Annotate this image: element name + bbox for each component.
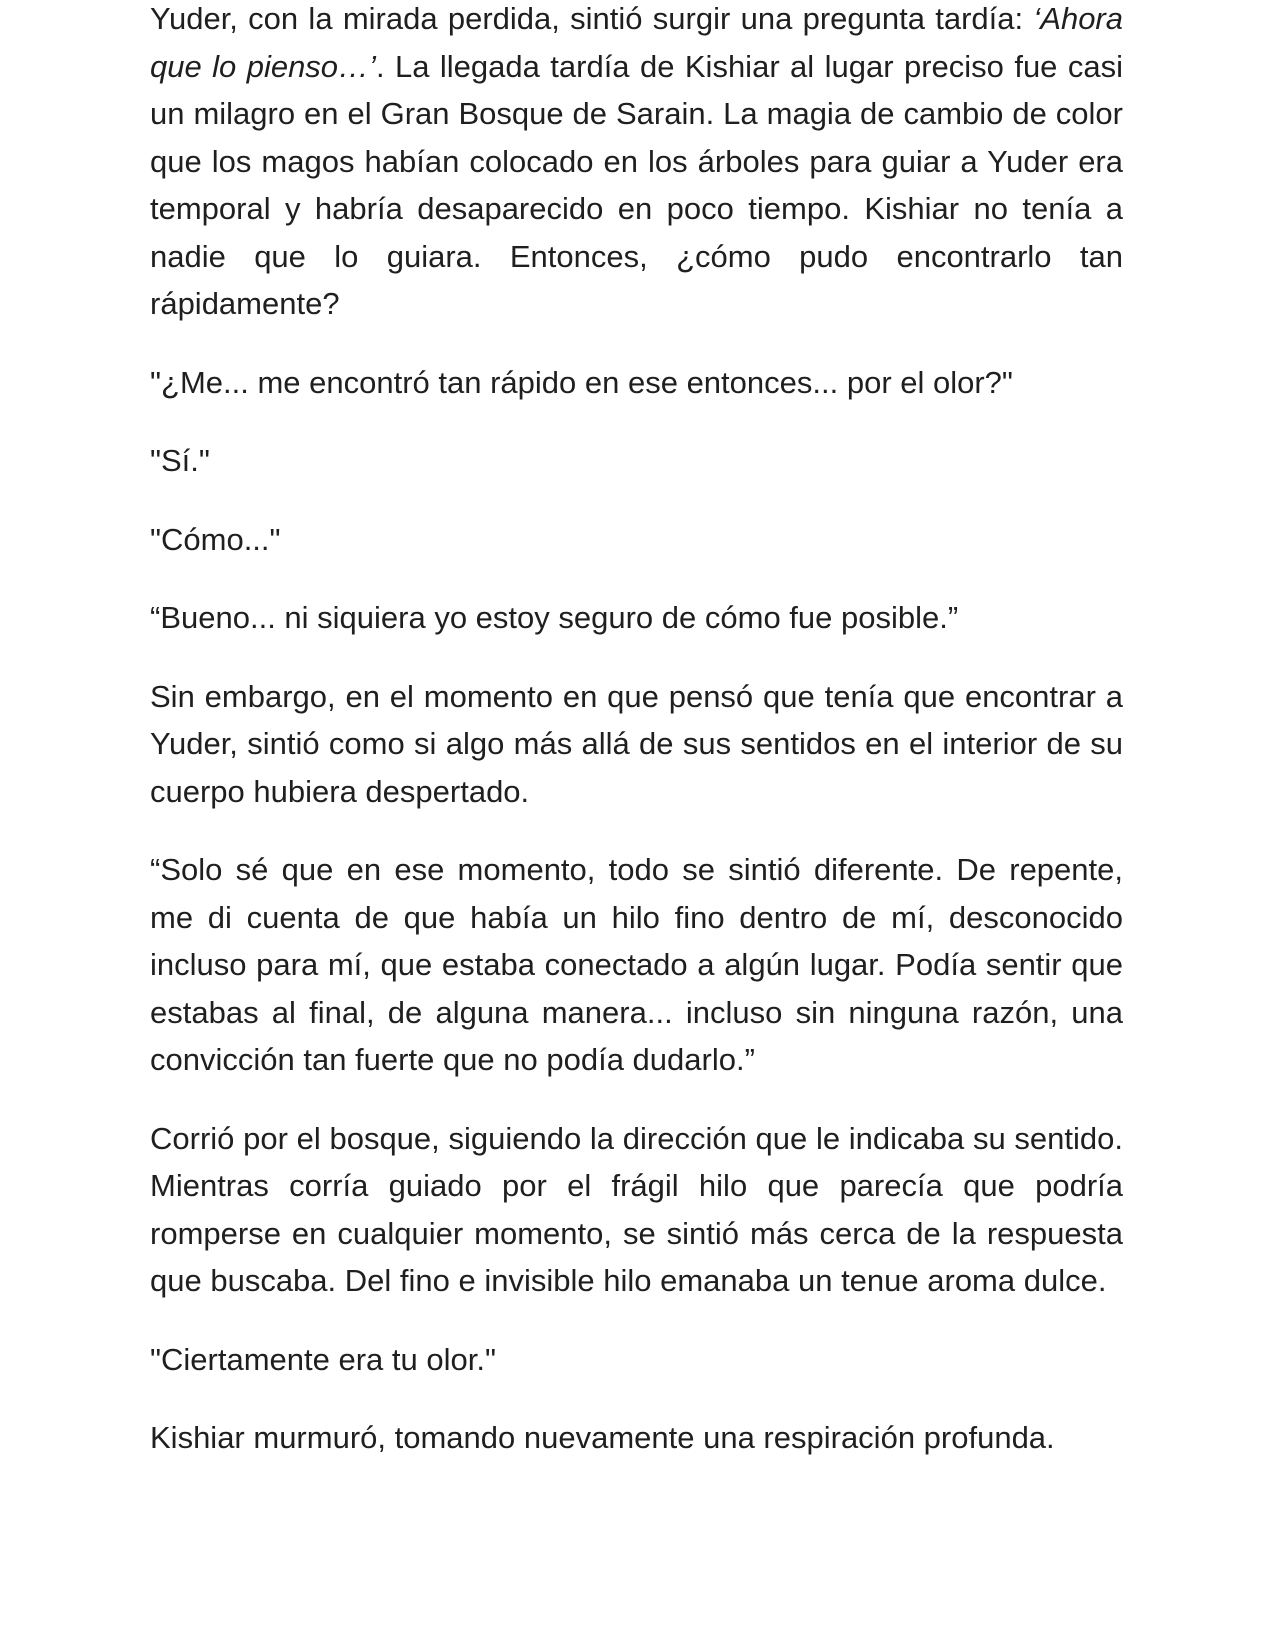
paragraph-3: "Sí.": [150, 443, 210, 478]
paragraph-4: "Cómo...": [150, 521, 281, 557]
paragraph-7: “Solo sé que en ese momento, todo se sintió diferente. De repente, me di cuenta de que había un hilo fino dentro de mí, desconocido incluso para mí, que estaba conectado a algún lugar. Podía sentir que estabas al final, de alguna manera... incluso sin ninguna razón, una convicción tan fuerte que no podía dudarlo.”: [150, 852, 1123, 1077]
paragraph-9: "Ciertamente era tu olor.": [150, 1341, 496, 1377]
paragraph-6: Sin embargo, en el momento en que pensó que tenía que encontrar a Yuder, sintió como si algo más allá de sus sentidos en el interior de su cuerpo hubiera despertado.: [150, 678, 1123, 809]
paragraph-5: “Bueno... ni siquiera yo estoy seguro de cómo fue posible.”: [150, 600, 959, 635]
paragraph-1-lead: Yuder, con la mirada perdida, sintió surgir una pregunta tardía:: [150, 1, 1034, 36]
paragraph-1: [150, 0, 1123, 328]
paragraph-1-rest: . La llegada tardía de Kishiar al lugar preciso fue casi un milagro en el Gran Bosque de Sarain. La magia de cambio de color que los magos habían colocado en los árboles para guiar a Yuder era temporal y habría desaparecido en poco tiempo. Kishiar no tenía a nadie que lo guiara. Entonces, ¿cómo pudo encontrarlo tan rápidamente?: [150, 48, 1123, 321]
paragraph-8: Corrió por el bosque, siguiendo la dirección que le indicaba su sentido. Mientras corría guiado por el frágil hilo que parecía que podría romperse en cualquier momento, se sintió más cerca de la respuesta que buscaba. Del fino e invisible hilo emanaba un tenue aroma dulce.: [150, 1120, 1123, 1298]
paragraph-2: "¿Me... me encontró tan rápido en ese entonces... por el olor?": [150, 364, 1013, 400]
document-body: [150, 0, 1123, 1493]
paragraph-10: Kishiar murmuró, tomando nuevamente una respiración profunda.: [150, 1420, 1055, 1455]
italic-thought: ‘Ahora que lo pienso…’: [150, 1, 1123, 84]
